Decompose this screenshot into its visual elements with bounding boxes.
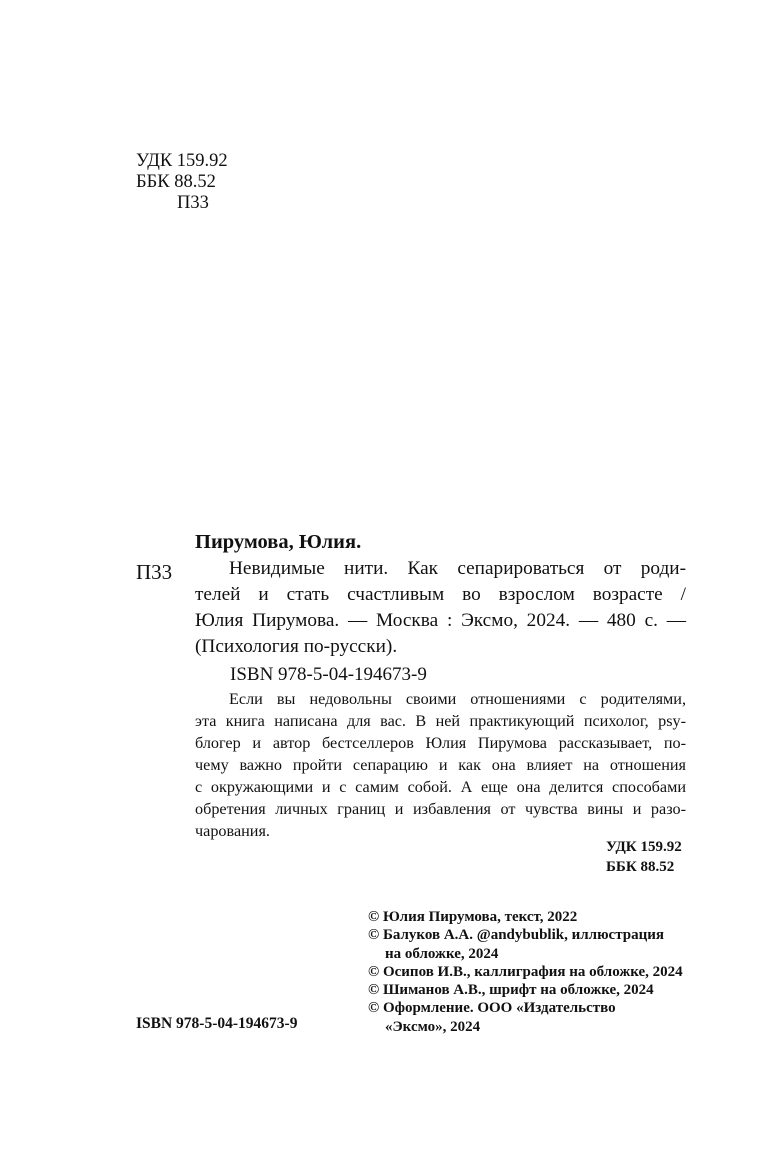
bibliographic-description [195, 556, 686, 660]
bbk-code: ББК 88.52 [606, 859, 675, 875]
udk-code: УДК 159.92 [606, 839, 682, 855]
classification-codes-top [136, 151, 228, 214]
copyright-line-continued: на обложке, 2024 [385, 945, 499, 962]
catalog-author-mark: П33 [136, 560, 173, 584]
copyright-block [368, 908, 683, 1036]
udk-code: УДК 159.92 [136, 151, 228, 171]
annotation-line: Если вы недовольны своими отношениями с родителями, [229, 690, 686, 708]
copyright-line-continued: «Эксмо», 2024 [385, 1018, 481, 1035]
bbk-code: ББК 88.52 [136, 172, 216, 192]
author-mark: П33 [177, 193, 209, 213]
annotation-line: блогер и автор бестселлеров Юлия Пирумова рассказывает, по- [195, 734, 686, 752]
annotation-line: с окружающими и с самим собой. А еще она делится способами [195, 778, 686, 796]
classification-codes-bottom [606, 837, 682, 877]
copyright-line: © Шиманов А.В., шрифт на обложке, 2024 [368, 982, 654, 999]
annotation [195, 688, 686, 842]
author-heading: Пирумова, Юлия. [195, 531, 362, 553]
isbn-footer: ISBN 978-5-04-194673-9 [136, 1015, 298, 1032]
annotation-line: обретения личных границ и избавления от чувства вины и разо- [195, 800, 686, 818]
biblio-line: Юлия Пирумова. — Москва : Эксмо, 2024. — 480 с. — [195, 610, 686, 631]
copyright-line: © Осипов И.В., каллиграфия на обложке, 2024 [368, 963, 683, 980]
annotation-line: чарования. [195, 822, 270, 840]
biblio-line: Невидимые нити. Как сепарироваться от роди- [229, 558, 686, 579]
copyright-line: © Оформление. ООО «Издательство [368, 1000, 616, 1017]
biblio-line: (Психология по-русски). [195, 636, 398, 657]
annotation-line: чему важно пройти сепарацию и как она влияет на отношения [195, 756, 686, 774]
biblio-line: телей и стать счастливым во взрослом возрасте / [195, 584, 686, 605]
copyright-line: © Балуков А.А. @andybublik, иллюстрация [368, 927, 664, 944]
copyright-line: © Юлия Пирумова, текст, 2022 [368, 909, 578, 925]
isbn-record: ISBN 978-5-04-194673-9 [230, 664, 427, 685]
annotation-line: эта книга написана для вас. В ней практикующий психолог, psy- [195, 712, 686, 730]
